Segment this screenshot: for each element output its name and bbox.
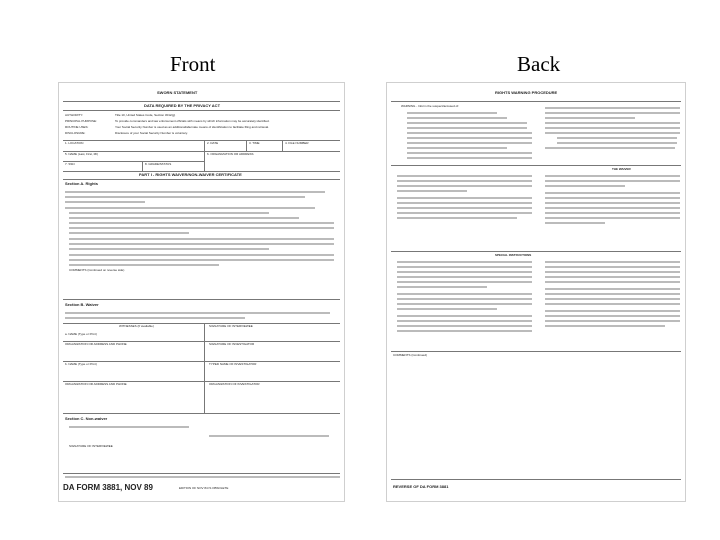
grade-field[interactable]: 8. GRADE/STATUS (145, 162, 172, 166)
privacy-act-header: DATA REQUIRED BY THE PRIVACY ACT (144, 103, 221, 108)
back-comments-label: COMMENTS (Continued) (393, 353, 428, 357)
witness-b-name[interactable]: b. NAME (Type or Print) (65, 362, 97, 366)
back-footer: REVERSE OF DA FORM 3881 (393, 484, 449, 489)
time-field[interactable]: 3. TIME (249, 141, 260, 145)
waiver-heading: THE WAIVER (612, 167, 631, 171)
date-field[interactable]: 2. DATE (207, 141, 219, 145)
back-comments-area[interactable] (391, 359, 681, 477)
front-form-number: DA FORM 3881, NOV 89 (63, 483, 153, 492)
investigator-signature[interactable]: SIGNATURE OF INVESTIGATOR (209, 342, 255, 346)
interviewee-signature[interactable]: SIGNATURE OF INTERVIEWEE (209, 324, 253, 328)
comments-label: COMMENTS (Continued on reverse side) (69, 268, 125, 272)
front-page: SWORN STATEMENT DATA REQUIRED BY THE PRIVACY ACT AUTHORITY: Title 10, United States Code, Section 3012(g) PRINCIPAL PURPOSE: To provide commanders and law enforcement officials with means by which information may be accurately identified. ROUTINE USES: Your Social Security Number is used as an additional/alternate means of identification to facilitate filing and retrieval. DISCLOSURE: Disclosure of your Social Security Number is voluntary. 1. LOCATION 2. DATE 3. TIME 4. FILE NUMBER 5. NAME (Last, First, MI) 6. ORGANIZATION OR ADDRESS 7. SSN 8. GRADE/STATUS PART I - RIGHTS WAIVER/NON-WAIVER CERTIFICATE Section A. Rights COMMENTS (Continued on reverse side) Section B. Waiver WITNESSES (If available) SIGNATURE OF INTERVIEWEE a. NAME (Type or Print) ORGANIZATION OR ADDRESS AND PHONE SIGNATURE OF INVESTIGATOR b. NAME (Type or Print) TYPED NAME OF INVESTIGATOR ORGANIZATION OR ADDRESS AND PHONE ORGANIZATION OF INVESTIGATOR Section C. Non-waiver SIGNATURE OF INTERVIEWEE DA FORM 3881, NOV 89 EDITION OF NOV 84 IS OBSOLETE (58, 82, 345, 502)
special-instructions-heading: SPECIAL INSTRUCTIONS (495, 253, 532, 257)
ssn-field[interactable]: 7. SSN (65, 162, 75, 166)
name-field[interactable]: 5. NAME (Last, First, MI) (65, 152, 99, 156)
section-a-heading: Section A. Rights (65, 181, 98, 186)
organization-field[interactable]: 6. ORGANIZATION OR ADDRESS (207, 152, 254, 156)
witness-b-org[interactable]: ORGANIZATION OR ADDRESS AND PHONE (65, 382, 127, 386)
back-label: Back (517, 52, 561, 76)
part-one-heading: PART I - RIGHTS WAIVER/NON-WAIVER CERTIFICATE (139, 172, 242, 177)
investigator-org[interactable]: ORGANIZATION OF INVESTIGATOR (209, 382, 260, 386)
witnesses-label: WITNESSES (If available) (119, 324, 154, 328)
witness-a-org[interactable]: ORGANIZATION OR ADDRESS AND PHONE (65, 342, 127, 346)
non-waiver-signature[interactable]: SIGNATURE OF INTERVIEWEE (69, 444, 113, 448)
investigator-typed-name[interactable]: TYPED NAME OF INVESTIGATOR (209, 362, 257, 366)
section-b-heading: Section B. Waiver (65, 302, 99, 307)
front-label: Front (170, 52, 216, 76)
warning-heading: WARNING - Inform the suspect/accused of: (401, 104, 459, 108)
witness-a-name[interactable]: a. NAME (Type or Print) (65, 332, 97, 336)
front-form-title: SWORN STATEMENT (157, 90, 198, 95)
front-edition-note: EDITION OF NOV 84 IS OBSOLETE (179, 486, 229, 490)
location-field[interactable]: 1. LOCATION (65, 141, 84, 145)
file-number-field[interactable]: 4. FILE NUMBER (285, 141, 309, 145)
back-page (386, 82, 686, 502)
section-c-heading: Section C. Non-waiver (65, 416, 108, 421)
back-form-title: RIGHTS WARNING PROCEDURE (495, 90, 558, 95)
